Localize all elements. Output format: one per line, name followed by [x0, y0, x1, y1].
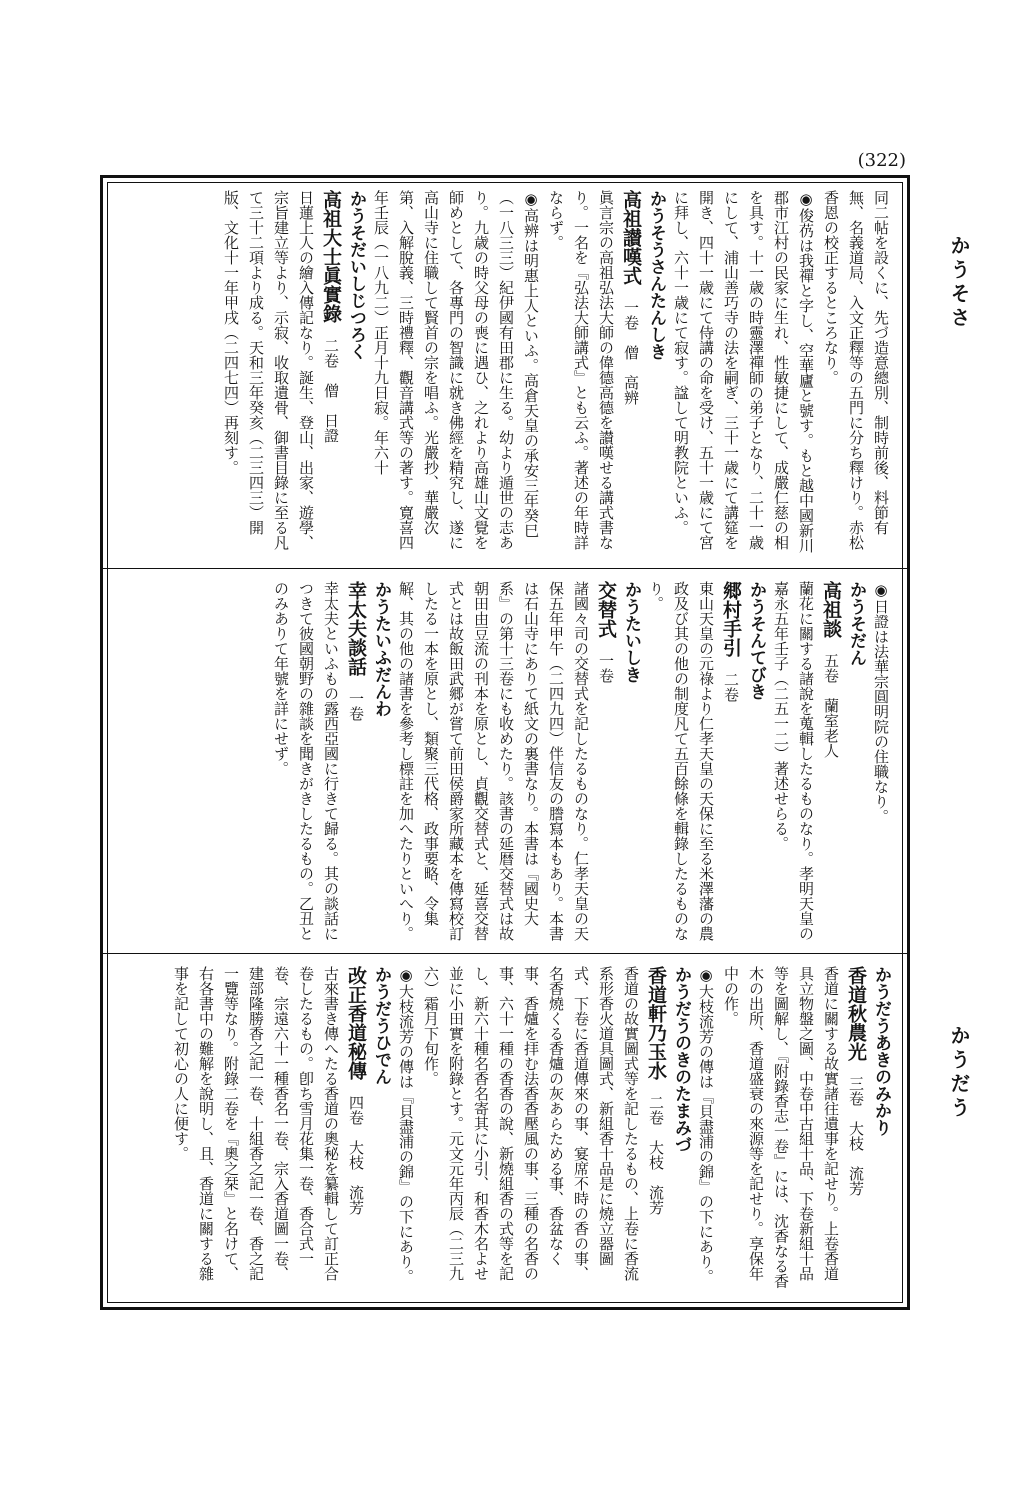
tier-bottom-column — [154, 954, 907, 1307]
entry-text: 同二帖を設くに、先づ造意總別、制時前後、料節有無、名義道局、入文正釋等の五門に分ち釋けり。赤松香恩の校正するところなり。 — [822, 190, 890, 550]
entry-text: ◉高辨は明惠上人といふ。高倉天皇の承安三年癸巳（一八三三）紀伊國有田郡に生る。幼より遁世の志あり。九歳の時父母の喪に遇ひ、之れより高雄山文覺を師めとして、各專門の智識に就き佛經を精究し、遂に高山寺に住職して賢首の宗を唱ふ。光嚴抄、華嚴次第、入解脫義、三時禮釋、觀音講式等の著す。寛喜四年壬辰（一八九二）正月十九日寂。年六十 — [372, 190, 540, 550]
work-title: 高祖談 — [820, 581, 842, 638]
entry-text: 日蓮上人の繪入傳記なり。誕生、登山、出家、遊學、宗旨建立等より、示寂、收取遺骨、御書目錄に至る凡て三十二項より成る。天和三年癸亥（二三四三）開版、文化十一年甲戌（二四七四）再刻す。 — [222, 190, 315, 550]
entry-text: ◉俊芿は我禪と字し、空華廬と號す。もと越中國新川郡市江村の民家に生れ、性敏捷にして、成嚴仁慈の相を具す。十一歳の時靈澤禪師の弟子となり、二十一歳にして、浦山善巧寺の法を嗣ぎ、三十一歳にて講筵を開き、四十一歳にて侍講の命を受け、五十一歳にて宮に拜し、六十一歳にて寂す。諡して明教院といふ。 — [672, 190, 815, 553]
running-headword-top: かうそさ — [947, 235, 971, 331]
work-meta: 三卷 大枝 流芳 — [847, 1076, 865, 1196]
entry-heading: かうたいしき — [621, 581, 641, 683]
tier-bottom — [103, 953, 907, 1307]
tier-middle — [103, 568, 907, 954]
work-title: 改正香道秘傳 — [345, 966, 367, 1080]
work-title: 幸太夫談話 — [345, 581, 367, 676]
entry-text: 香道の故實圖式等を記したるもの、上卷に香流系形香火道具圖式、新組香十品是に燒立器圖式、下卷に香道傳來の事、宴席不時の香の事、名香燒くる香爐の灰あらためる事、香盆なく事、香爐を拝む法香香壓風の事、三種の名香の事、六十一種の香香の說、新燒組香の式等を記し、新六十種名香名寄其に小引、和香木名よせ並に小田實を附錄とす。元文元年丙辰（二三九六）霜月下旬作。 — [422, 966, 640, 1281]
entry-heading: かうそうさんたんしき — [646, 190, 666, 360]
text-frame — [100, 175, 910, 1310]
work-meta: 一卷 — [347, 691, 365, 721]
work-title: 高祖大士眞實錄 — [320, 190, 342, 323]
entry-text: 蘭花に關する諸說を蒐輯したるものなり。孝明天皇の嘉永五年壬子（二五一二）著述せらる。 — [772, 581, 815, 941]
entry-text: 眞言宗の高祖弘法大師の偉德高德を讃嘆せる講式書なり。一名を『弘法大師講式』とも云ふ。著述の年時詳ならず。 — [547, 190, 615, 550]
work-title: 交替式 — [595, 581, 617, 638]
work-meta: 四卷 大枝 流芳 — [347, 1095, 365, 1215]
entry-heading: かうそんてびき — [746, 581, 766, 700]
entry-text: 幸太夫といふもの露西亞國に行きて歸る。其の談話につきて彼國朝野の雜談を聞きがきしたるもの。乙丑とのみありて年號を詳にせず。 — [272, 581, 340, 941]
entry-text: 古來書き傳へたる香道の奧秘を纂輯して訂正合卷したるもの。卽ち雪月花集一卷、香合式一卷、宗遠六十一種香名一卷、宗入香道圖一卷、建部隆勝香之記一卷、十組香之記一卷、香之記一覽等なり。附錄二卷を『奧之栞』と名けて、右各書中の難解を說明し、且、香道に關する雜事を記して初心の人に便す。 — [172, 966, 340, 1281]
entry-text: 東山天皇の元祿より仁孝天皇の天保に至る米澤藩の農政及び其の他の制度凡て五百餘條を輯錄したるものなり。 — [647, 581, 715, 941]
work-title: 香道秋農光 — [845, 966, 867, 1061]
entry-text: 香道に關する故實諸往遺事を記せり。上卷香道具立物盤之圖、中卷中古組十品、下卷新組十品等を圖解し、『附錄香志一卷』には、沈香なる香木の出所、香道盛衰の來源等を記せり。享保年中の作。 — [722, 966, 840, 1289]
tier-top — [103, 178, 907, 568]
entry-heading: かうだうひでん — [371, 966, 391, 1085]
work-meta: 一卷 — [597, 653, 615, 683]
page-number: (322) — [857, 150, 906, 171]
entry-text: ◉日證は法華宗圓明院の住職なり。 — [872, 581, 890, 824]
work-meta: 五卷 蘭室老人 — [822, 653, 840, 758]
running-headword-bottom: かうだう — [947, 1025, 971, 1121]
entry-text: ◉大枝流芳の傳は『貝盡浦の錦』の下にあり。 — [697, 966, 715, 1284]
work-title: 郷村手引 — [720, 581, 742, 657]
entry-heading: かうそだん — [846, 581, 866, 666]
entry-heading: かうそだいしじつろく — [346, 190, 366, 360]
entry-heading: かうだうあきのみかり — [871, 966, 891, 1136]
work-meta: 一卷 僧 高辨 — [622, 300, 640, 405]
work-meta: 二卷 — [722, 672, 740, 702]
entry-text: 諸國々司の交替式を記したるものなり。仁孝天皇の天保五年甲午（二四九四）伴信友の謄寫本もあり。本書は石山寺にありて紙文の裏書なり。本書は『國史大系』の第十三卷にも收めたり。該書の延暦交替式は故朝田由豆流の刊本を原とし、貞觀交替式と、延喜交替式とは故飯田武郷が嘗て前田侯爵家所藏本を傳寫校訂したる一本を原とし、類聚三代格、政事要略、令集解、其の他の諸書を參考し標註を加へたりといへり。 — [397, 581, 590, 941]
work-meta: 二卷 僧 日證 — [322, 338, 340, 443]
entry-heading: かうたいふだんわ — [371, 581, 391, 717]
work-meta: 二卷 大枝 流芳 — [647, 1095, 665, 1215]
work-title: 香道軒乃玉水 — [645, 966, 667, 1080]
entry-heading: かうだうのきのたまみづ — [671, 966, 691, 1153]
tier-middle-column — [254, 569, 907, 954]
tier-top-column — [204, 178, 907, 568]
work-title: 高祖讃嘆式 — [620, 190, 642, 285]
entry-text: ◉大枝流芳の傳は『貝盡浦の錦』の下にあり。 — [397, 966, 415, 1284]
